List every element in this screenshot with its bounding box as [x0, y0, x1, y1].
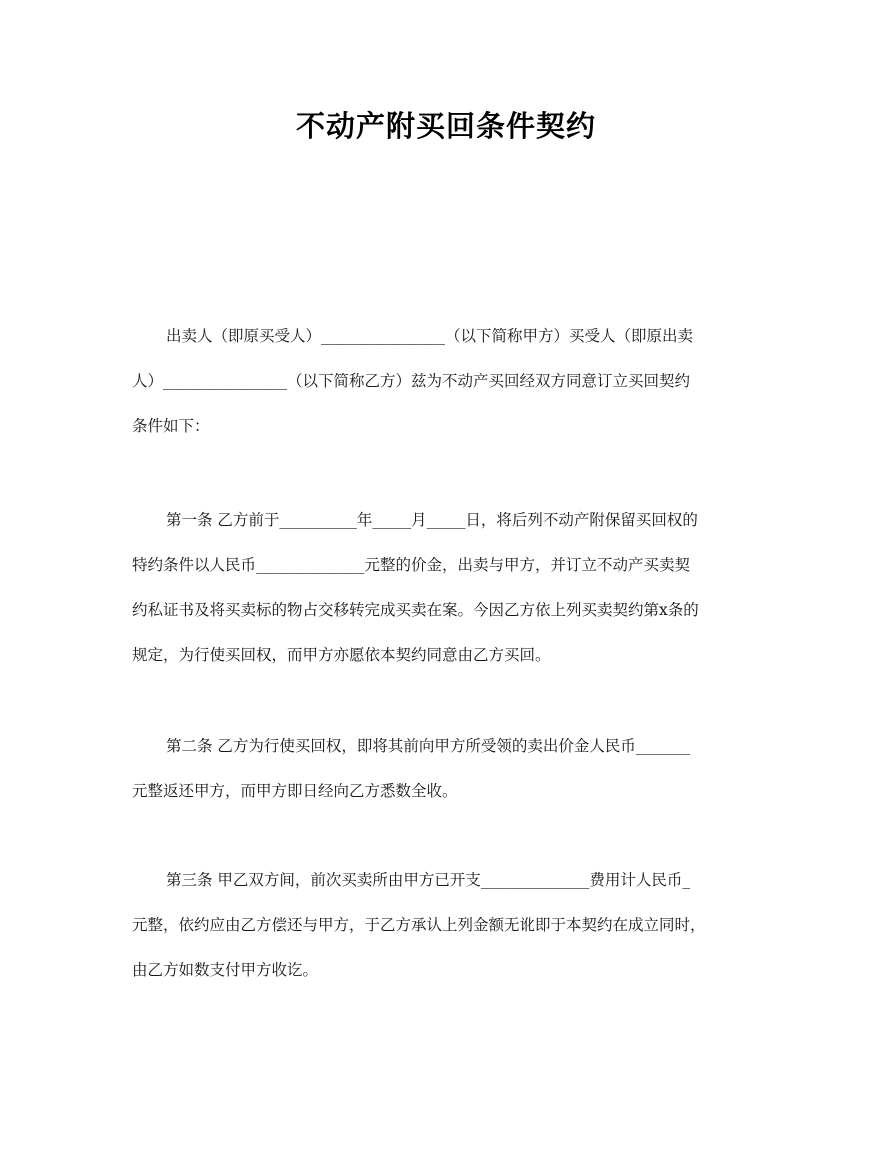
paragraph-line: 第三条 甲乙双方间，前次买卖所由甲方已开支______________费用计人民币_ — [166, 871, 691, 889]
document-title: 不动产附买回条件契约 — [295, 109, 596, 143]
paragraph-line: 元整返还甲方，而甲方即日经向乙方悉数全收。 — [132, 782, 458, 800]
intro-paragraph — [132, 314, 772, 449]
article-3-paragraph — [132, 858, 772, 993]
paragraph-line: 规定，为行使买回权，而甲方亦愿依本契约同意由乙方买回。 — [132, 646, 551, 664]
paragraph-line: 元整，依约应由乙方偿还与甲方，于乙方承认上列金额无讹即于本契约在成立同时， — [132, 916, 706, 934]
paragraph-line: 条件如下： — [132, 417, 210, 435]
paragraph-line: 由乙方如数支付甲方收讫。 — [132, 961, 319, 979]
paragraph-line: 第二条 乙方为行使买回权，即将其前向甲方所受领的卖出价金人民币_______ — [166, 737, 691, 755]
paragraph-line: 出卖人（即原买受人）________________（以下简称甲方）买受人（即原出卖 — [166, 327, 694, 345]
paragraph-line: 人）________________（以下简称乙方）兹为不动产买回经双方同意订立买回契约 — [132, 372, 691, 390]
paragraph-line: 特约条件以人民币______________元整的价金，出卖与甲方，并订立不动产买卖契 — [132, 556, 691, 574]
article-2-paragraph — [132, 724, 772, 814]
article-1-paragraph — [132, 498, 772, 678]
paragraph-line: 第一条 乙方前于__________年_____月_____日，将后列不动产附保留买回权的 — [166, 511, 698, 529]
paragraph-line: 约私证书及将买卖标的物占交移转完成买卖在案。今因乙方依上列买卖契约第x条的 — [132, 601, 699, 619]
